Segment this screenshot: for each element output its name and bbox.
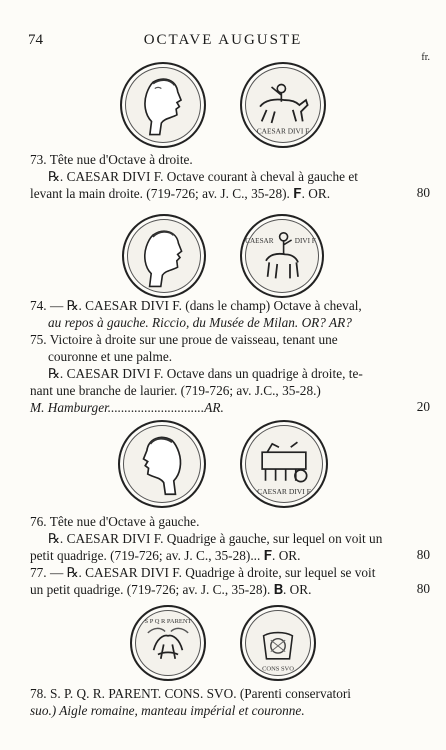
coin-74-legend-left: CAESAR — [245, 237, 274, 246]
coin-78-reverse — [240, 605, 316, 681]
page-number: 74 — [28, 32, 43, 48]
entry-75 — [30, 331, 392, 416]
coin-row-78 — [0, 605, 446, 681]
octavian-head-right-icon — [122, 64, 204, 146]
entry-76-line-1: 76. Tête nue d'Octave à gauche. — [30, 514, 200, 529]
entry-75-line-1: 75. Victoire à droite sur une proue de vaisseau, tenant une — [30, 332, 338, 347]
entry-77-amount: 80 — [416, 581, 430, 596]
octavian-head-left-icon — [120, 422, 204, 506]
entry-75-amount: 20 — [416, 399, 430, 414]
entry-77-line-2: un petit quadrige. (719-726; av. J. C., 35-28). 𝐁. OR. — [30, 582, 312, 597]
coin-78-obverse — [130, 605, 206, 681]
octavian-head-right-icon — [124, 216, 204, 296]
entry-76-line-3: petit quadrige. (719-726; av. J. C., 35-28)... 𝐅. OR. — [30, 548, 301, 563]
entry-73-line-3: levant la main droite. (719-726; av. J. C., 35-28). 𝐅. OR. — [30, 186, 331, 201]
entry-77 — [30, 564, 392, 598]
coin-74-reverse — [240, 214, 324, 298]
coin-73-reverse — [240, 62, 326, 148]
coin-row-74 — [0, 214, 446, 298]
entry-75-line-2: couronne et une palme. — [48, 349, 173, 364]
entry-74-line-1: 74. — ℞. CAESAR DIVI F. (dans le champ) Octave à cheval, — [30, 298, 362, 313]
entry-73-line-2: ℞. CAESAR DIVI F. Octave courant à cheval à gauche et — [48, 169, 358, 184]
entry-78-line-1: 78. S. P. Q. R. PARENT. CONS. SVO. (Parenti conservatori — [30, 686, 351, 701]
entry-78-line-2: suo.) Aigle romaine, manteau impérial et couronne. — [30, 703, 305, 718]
entry-74-line-2: au repos à gauche. Riccio, du Musée de Milan. OR? AR? — [48, 315, 352, 330]
coin-76-reverse — [240, 420, 328, 508]
entry-75-line-5: M. Hamburger.............................AR. — [30, 400, 224, 415]
entry-77-line-1: 77. — ℞. CAESAR DIVI F. Quadrige à droite, sur lequel se voit — [30, 565, 376, 580]
coin-76-legend: CAESAR DIVI F — [257, 487, 311, 497]
coin-78-reverse-legend: CONS SVO — [262, 665, 294, 673]
coin-78-obverse-legend: S P Q R PARENT — [144, 617, 192, 625]
entry-76-line-2: ℞. CAESAR DIVI F. Quadrige à gauche, sur lequel on voit un — [48, 531, 383, 546]
entry-75-line-3: ℞. CAESAR DIVI F. Octave dans un quadrige à droite, te- — [48, 366, 363, 381]
coin-76-obverse — [118, 420, 206, 508]
coin-74-legend-right: DIVI F — [294, 237, 316, 246]
coin-73-obverse — [120, 62, 206, 148]
entry-73 — [30, 151, 392, 202]
entry-73-line-1: 73. Tête nue d'Octave à droite. — [30, 152, 193, 167]
running-head: OCTAVE AUGUSTE — [143, 32, 303, 48]
coin-74-obverse — [122, 214, 206, 298]
entry-75-line-4: nant une branche de laurier. (719-726; av. J.C., 35-28.) — [30, 383, 321, 398]
entry-78 — [30, 685, 392, 719]
coin-row-73 — [0, 62, 446, 148]
entry-76-amount: 80 — [416, 547, 430, 562]
margin-note: fr. — [421, 52, 430, 63]
coin-73-legend: CAESAR DIVI F — [256, 126, 310, 136]
entry-74 — [30, 297, 392, 331]
entry-73-amount: 80 — [416, 185, 430, 200]
coin-row-76 — [0, 420, 446, 508]
entry-76 — [30, 513, 392, 564]
